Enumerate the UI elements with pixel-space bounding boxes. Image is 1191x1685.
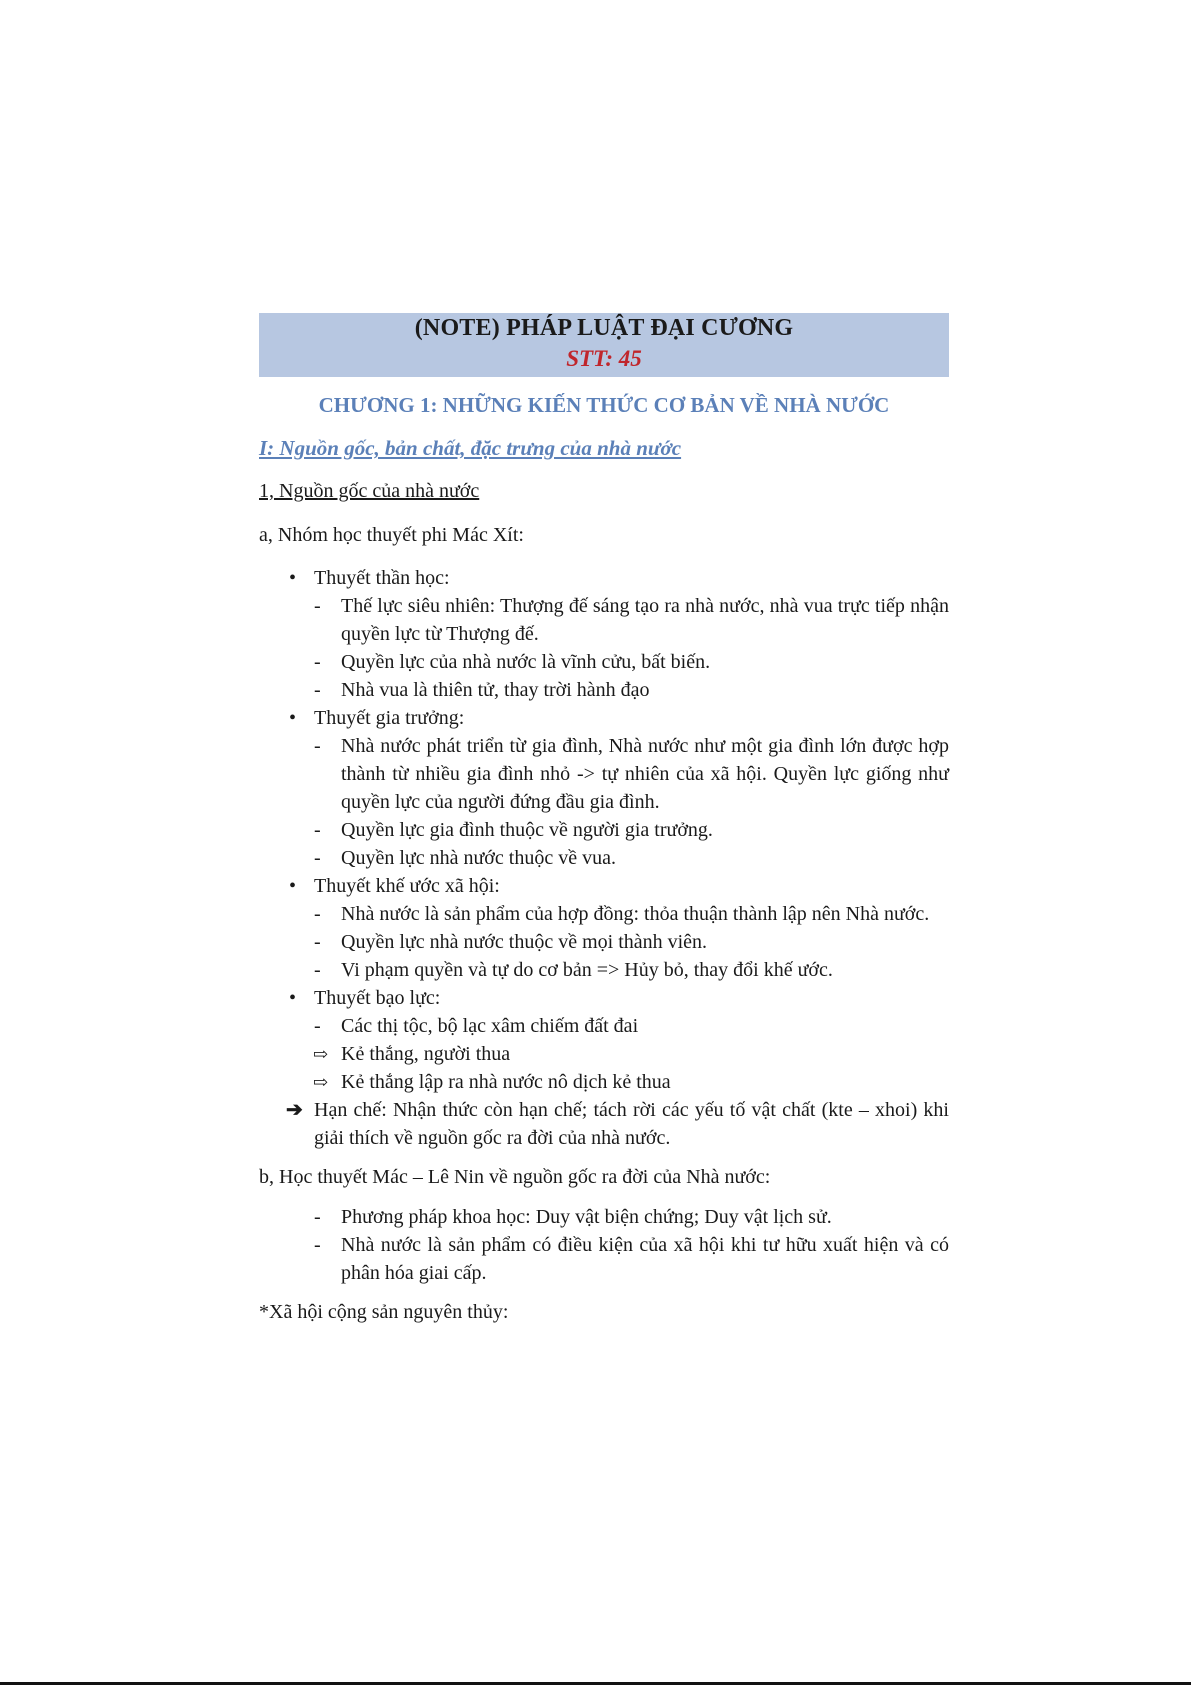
theory-name: Thuyết khế ước xã hội: — [314, 875, 500, 897]
document-title: (NOTE) PHÁP LUẬT ĐẠI CƯƠNG — [414, 315, 794, 341]
bold-arrow-icon: ➔ — [286, 1099, 303, 1121]
dash-icon: - — [314, 651, 321, 673]
document-page — [259, 313, 949, 1324]
part-a-heading: a, Nhóm học thuyết phi Mác Xít: — [259, 524, 524, 546]
hollow-arrow-icon: ⇨ — [313, 1044, 329, 1064]
theory-point: - Nhà vua là thiên tử, thay trời hành đạo — [259, 676, 949, 704]
part-b-heading: b, Học thuyết Mác – Lê Nin về nguồn gốc ra đời của Nhà nước: — [259, 1166, 771, 1188]
subsection-heading: 1, Nguồn gốc của nhà nước — [259, 480, 480, 502]
dash-icon: - — [314, 1015, 321, 1037]
theory-item — [259, 564, 949, 592]
dash-icon: - — [314, 679, 321, 701]
theory-name: Thuyết gia trưởng: — [314, 707, 465, 729]
theory-point: - Quyền lực gia đình thuộc về người gia trưởng. — [259, 816, 949, 844]
theory-list — [259, 564, 949, 1152]
part-b-list — [259, 1203, 949, 1287]
theory-point: - Quyền lực nhà nước thuộc về mọi thành viên. — [259, 928, 949, 956]
theory-item — [259, 872, 949, 900]
theory-point: - Nhà nước phát triển từ gia đình, Nhà nước như một gia đình lớn được hợp thành từ nhiều gia đình nhỏ -> tự nhiên của xã hội. Quyền lực giống như quyền lực của người đứng đầu gia đình. — [259, 732, 949, 816]
chapter-heading: CHƯƠNG 1: NHỮNG KIẾN THỨC CƠ BẢN VỀ NHÀ NƯỚC — [318, 393, 890, 417]
dash-icon: - — [314, 1234, 321, 1256]
dash-icon: - — [314, 595, 321, 617]
theory-point: - Quyền lực của nhà nước là vĩnh cửu, bất biến. — [259, 648, 949, 676]
theory-item — [259, 704, 949, 732]
dash-icon: - — [314, 819, 321, 841]
part-b-point: - Phương pháp khoa học: Duy vật biện chứng; Duy vật lịch sử. — [259, 1203, 949, 1231]
bullet-icon: • — [289, 707, 297, 729]
dash-icon: - — [314, 903, 321, 925]
bullet-icon: • — [289, 567, 297, 589]
stt-label: STT: 45 — [566, 346, 642, 371]
theory-point: - Nhà nước là sản phẩm của hợp đồng: thỏa thuận thành lập nên Nhà nước. — [259, 900, 949, 928]
theory-arrow-point: ⇨ Kẻ thắng lập ra nhà nước nô dịch kẻ thua — [259, 1068, 949, 1096]
conclusion-text: Hạn chế: Nhận thức còn hạn chế; tách rời các yếu tố vật chất (kte – xhoi) khi giải thích về nguồn gốc ra đời của nhà nước. — [314, 1099, 949, 1149]
dash-icon: - — [314, 735, 321, 757]
dash-icon: - — [314, 959, 321, 981]
theory-arrow-point: ⇨ Kẻ thắng, người thua — [259, 1040, 949, 1068]
dash-icon: - — [314, 931, 321, 953]
dash-icon: - — [314, 847, 321, 869]
bullet-icon: • — [289, 875, 297, 897]
theory-item — [259, 984, 949, 1012]
hollow-arrow-icon: ⇨ — [313, 1072, 329, 1092]
conclusion-item — [259, 1096, 949, 1152]
theory-point: - Thế lực siêu nhiên: Thượng đế sáng tạo ra nhà nước, nhà vua trực tiếp nhận quyền lực từ Thượng đế. — [259, 592, 949, 648]
title-banner — [259, 313, 949, 377]
theory-point: - Quyền lực nhà nước thuộc về vua. — [259, 844, 949, 872]
section-heading: I: Nguồn gốc, bản chất, đặc trưng của nhà nước — [259, 436, 682, 460]
theory-name: Thuyết thần học: — [314, 567, 450, 589]
theory-point: - Vi phạm quyền và tự do cơ bản => Hủy bỏ, thay đổi khế ước. — [259, 956, 949, 984]
bullet-icon: • — [289, 987, 297, 1009]
part-b-point: - Nhà nước là sản phẩm có điều kiện của xã hội khi tư hữu xuất hiện và có phân hóa giai cấp. — [259, 1231, 949, 1287]
theory-name: Thuyết bạo lực: — [314, 987, 441, 1009]
theory-point: - Các thị tộc, bộ lạc xâm chiếm đất đai — [259, 1012, 949, 1040]
dash-icon: - — [314, 1206, 321, 1228]
primitive-society-heading: *Xã hội cộng sản nguyên thủy: — [259, 1301, 509, 1323]
